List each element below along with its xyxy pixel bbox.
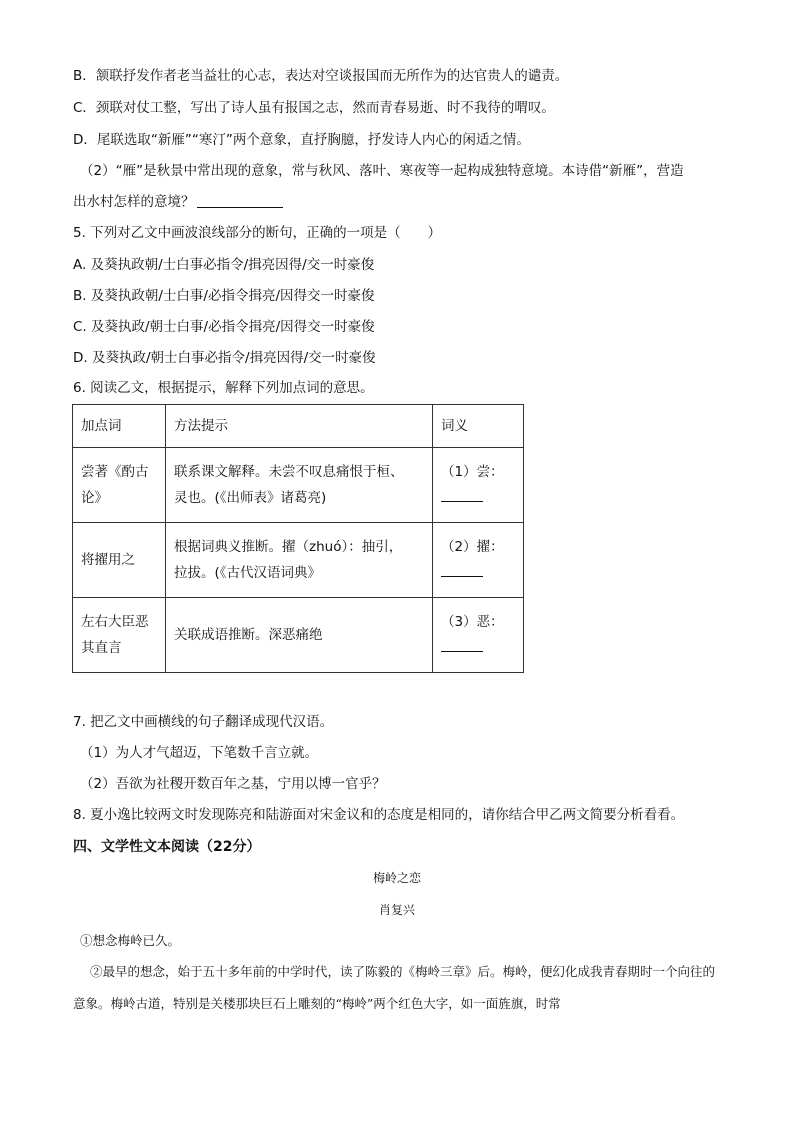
- word-line: 尝著《酌古: [81, 464, 149, 480]
- word-cell: [73, 448, 166, 523]
- option-b: B．颔联抒发作者老当益壮的心志，表达对空谈报国而无所作为的达官贵人的谴责。: [73, 68, 569, 84]
- question-5-option-c: C. 及葵执政/朝士白事/必指令揖亮/因得交一时豪俊: [73, 319, 375, 335]
- question-5-option-b: B. 及葵执政朝/士白事/必指令揖亮/因得交一时豪俊: [73, 288, 375, 304]
- hint-line: 联系课文解释。未尝不叹息痛恨于桓、: [174, 464, 404, 480]
- question-7-part-2: （2）吾欲为社稷开数百年之基，宁用以博一官乎？: [80, 776, 386, 792]
- paragraph-2: ②最早的想念，始于五十多年前的中学时代，读了陈毅的《梅岭三章》后。梅岭，便幻化成我青春期时一个向往的意象。梅岭古道，特别是关楼那块巨石上雕刻的“梅岭”两个红色大字，如一面旌旗，时常: [73, 964, 716, 1011]
- question-5-option-d: D. 及葵执政/朝士白事必指令/揖亮因得/交一时豪俊: [73, 350, 376, 366]
- question-5: 5. 下列对乙文中画波浪线部分的断句，正确的一项是（ ）: [73, 225, 442, 241]
- header-meaning: 词义: [433, 405, 524, 448]
- question-7: 7. 把乙文中画横线的句子翻译成现代汉语。: [73, 714, 334, 730]
- question-8: 8. 夏小逸比较两文时发现陈亮和陆游面对宋金议和的态度是相同的，请你结合甲乙两文简要分析看看。: [73, 807, 685, 823]
- word-cell: [73, 598, 166, 673]
- word-line: 左右大臣恶: [81, 614, 149, 630]
- table-header-row: [73, 405, 524, 448]
- meaning-cell: [433, 598, 524, 673]
- question-2-line2: [73, 192, 283, 212]
- option-d: D．尾联选取“新雁”“寒汀”两个意象，直抒胸臆，抒发诗人内心的闲适之情。: [73, 132, 530, 148]
- hint-line: 根据词典义推断。擢（zhuó）：抽引，: [174, 539, 403, 555]
- meaning-label: （1）尝：: [441, 464, 504, 480]
- header-hint: 方法提示: [166, 405, 433, 448]
- answer-blank[interactable]: [441, 487, 483, 502]
- word-line: 其直言: [81, 640, 122, 656]
- answer-blank[interactable]: [441, 562, 483, 577]
- word-cell: 将擢用之: [73, 523, 166, 598]
- meaning-cell: [433, 448, 524, 523]
- hint-cell: [166, 448, 433, 523]
- paragraph-1: ①想念梅岭已久。: [80, 933, 181, 948]
- question-5-option-a: A. 及葵执政朝/士白事必指令/揖亮因得/交一时豪俊: [73, 257, 375, 273]
- word-line: 论》: [81, 490, 108, 506]
- answer-blank[interactable]: [441, 637, 483, 652]
- header-word: 加点词: [73, 405, 166, 448]
- hint-cell: 关联成语推断。深恶痛绝: [166, 598, 433, 673]
- table-row: [73, 598, 524, 673]
- hint-line: 灵也。(《出师表》诸葛亮): [174, 490, 327, 506]
- answer-blank[interactable]: [197, 193, 283, 208]
- meaning-label: （3）恶：: [441, 614, 504, 630]
- table-row: [73, 523, 524, 598]
- table-row: [73, 448, 524, 523]
- meaning-label: （2）擢：: [441, 539, 504, 555]
- question-7-part-1: （1）为人才气超迈，下笔数千言立就。: [80, 745, 319, 761]
- hint-line: 拉拔。(《古代汉语词典》: [174, 565, 322, 581]
- article-title: 梅岭之恋: [372, 871, 421, 885]
- question-2-line1: （2）“雁”是秋景中常出现的意象，常与秋风、落叶、寒夜等一起构成独特意境。本诗借“新雁”，营造: [80, 163, 684, 179]
- option-c: C．颈联对仗工整，写出了诗人虽有报国之志，然而青春易逝、时不我待的喟叹。: [73, 100, 555, 116]
- question-2-text: 出水村怎样的意境？: [73, 194, 195, 210]
- word-meaning-table: [72, 404, 524, 673]
- section-heading: 四、文学性文本阅读（22分）: [73, 839, 261, 855]
- article-author: 肖复兴: [378, 903, 415, 917]
- meaning-cell: [433, 523, 524, 598]
- question-6: 6. 阅读乙文，根据提示，解释下列加点词的意思。: [73, 380, 374, 396]
- hint-cell: [166, 523, 433, 598]
